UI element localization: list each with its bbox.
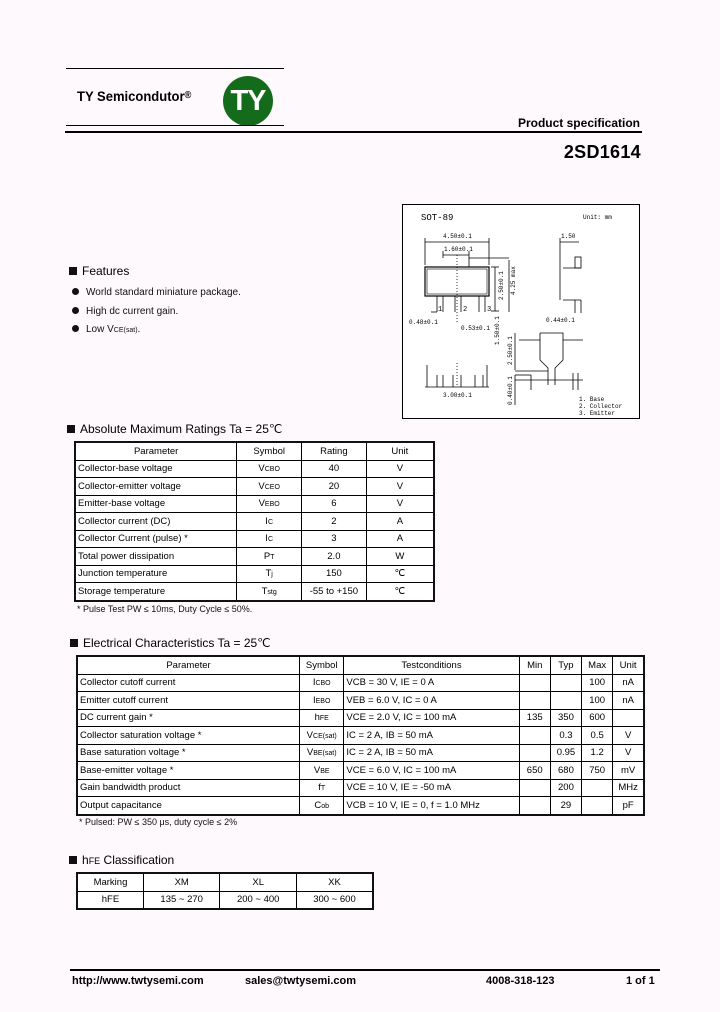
doc-type: Product specification [517, 116, 640, 130]
header-main-rule [65, 131, 642, 133]
table-row [77, 797, 644, 815]
param-cell: Collector cutoff current [77, 674, 300, 692]
svg-text:0.53±0.1: 0.53±0.1 [461, 325, 490, 332]
svg-text:0.44±0.1: 0.44±0.1 [546, 317, 575, 324]
rating-cell: 6 [302, 495, 367, 513]
max-cell: 1.2 [582, 744, 613, 762]
param-cell: Collector Current (pulse) * [75, 530, 237, 548]
footer-website[interactable]: http://www.twtysemi.com [72, 975, 204, 987]
min-cell [519, 779, 550, 797]
table-row [75, 513, 434, 531]
table-row [77, 779, 644, 797]
feature-text: Low V [86, 324, 114, 335]
abs-max-heading [67, 422, 282, 436]
unit-cell: V [366, 495, 434, 513]
table-row [77, 709, 644, 727]
max-cell: 600 [582, 709, 613, 727]
col-header: Min [519, 656, 550, 674]
max-cell [582, 779, 613, 797]
svg-text:1. Base: 1. Base [579, 396, 605, 403]
bullet-icon [72, 307, 79, 314]
unit-cell [613, 709, 644, 727]
unit-cell: pF [613, 797, 644, 815]
elec-note: * Pulsed: PW ≤ 350 μs, duty cycle ≤ 2% [79, 817, 238, 827]
package-outline-diagram [403, 205, 639, 418]
hfe-range-cell: 135 ~ 270 [143, 891, 220, 909]
min-cell [519, 692, 550, 710]
section-bullet-icon [67, 425, 75, 433]
svg-text:1: 1 [438, 306, 443, 314]
typ-cell: 350 [550, 709, 581, 727]
symbol-cell: Cob [300, 797, 344, 815]
elec-heading [70, 636, 271, 650]
row-label: hFE [77, 891, 143, 909]
typ-cell: 200 [550, 779, 581, 797]
max-cell: 100 [582, 674, 613, 692]
elec-title: Electrical Characteristics Ta = 25℃ [83, 636, 271, 650]
footer-rule [70, 969, 660, 971]
table-header-row [77, 873, 373, 891]
hfe-table [76, 872, 374, 910]
max-cell [582, 797, 613, 815]
unit-cell: mV [613, 762, 644, 780]
symbol-cell: VBE(sat) [300, 744, 344, 762]
svg-text:4.50±0.1: 4.50±0.1 [443, 233, 472, 240]
typ-cell: 0.3 [550, 727, 581, 745]
bullet-icon [72, 288, 79, 295]
min-cell [519, 797, 550, 815]
footer-page-number: 1 of 1 [626, 975, 655, 987]
feature-item [72, 321, 241, 340]
table-row [75, 460, 434, 478]
svg-text:3.00±0.1: 3.00±0.1 [443, 392, 472, 399]
svg-text:1.50±0.1: 1.50±0.1 [494, 316, 501, 345]
typ-cell: 29 [550, 797, 581, 815]
unit-cell: V [613, 727, 644, 745]
col-header: Symbol [237, 442, 302, 460]
condition-cell: VEB = 6.0 V, IC = 0 A [344, 692, 519, 710]
min-cell [519, 727, 550, 745]
symbol-cell: IEBO [300, 692, 344, 710]
typ-cell [550, 674, 581, 692]
section-bullet-icon [69, 267, 77, 275]
svg-text:0.40±0.1: 0.40±0.1 [507, 376, 514, 405]
table-row [77, 674, 644, 692]
unit-cell: A [366, 530, 434, 548]
max-cell: 0.5 [582, 727, 613, 745]
param-cell: Junction temperature [75, 565, 237, 583]
col-header: Unit [613, 656, 644, 674]
table-row [77, 692, 644, 710]
abs-max-title: Absolute Maximum Ratings Ta = 25℃ [80, 422, 283, 436]
col-header: Typ [550, 656, 581, 674]
unit-cell: V [613, 744, 644, 762]
param-cell: DC current gain * [77, 709, 300, 727]
svg-text:2. Collector: 2. Collector [579, 403, 623, 410]
bullet-icon [72, 325, 79, 332]
elec-char-table [76, 655, 645, 816]
symbol-cell: Tstg [237, 583, 302, 601]
company-name-text: TY Semicondutor [77, 88, 185, 104]
col-header: XK [296, 873, 373, 891]
param-cell: Base-emitter voltage * [77, 762, 300, 780]
section-bullet-icon [70, 639, 78, 647]
features-heading [69, 264, 129, 278]
symbol-cell: VEBO [237, 495, 302, 513]
col-header: XM [143, 873, 220, 891]
rating-cell: 150 [302, 565, 367, 583]
symbol-cell: VCBO [237, 460, 302, 478]
company-logo: TY [223, 76, 273, 126]
unit-cell: nA [613, 674, 644, 692]
feature-subscript: CE(sat) [113, 327, 138, 334]
table-row [75, 530, 434, 548]
col-header: Max [582, 656, 613, 674]
rating-cell: 2.0 [302, 548, 367, 566]
symbol-cell: VBE [300, 762, 344, 780]
max-cell: 100 [582, 692, 613, 710]
typ-cell [550, 692, 581, 710]
feature-text: High dc current gain. [86, 305, 179, 317]
symbol-cell: VCE(sat) [300, 727, 344, 745]
unit-cell: W [366, 548, 434, 566]
registered-mark: ® [184, 90, 192, 101]
symbol-cell: fT [300, 779, 344, 797]
rating-cell: 2 [302, 513, 367, 531]
condition-cell: VCE = 10 V, IE = -50 mA [344, 779, 519, 797]
max-cell: 750 [582, 762, 613, 780]
condition-cell: VCE = 6.0 V, IC = 100 mA [344, 762, 519, 780]
col-header: Marking [77, 873, 143, 891]
svg-text:3: 3 [487, 306, 492, 314]
col-header: Symbol [300, 656, 344, 674]
hfe-heading: hFE Classification [69, 853, 174, 867]
param-cell: Output capacitance [77, 797, 300, 815]
symbol-cell: VCEO [237, 478, 302, 496]
param-cell: Collector current (DC) [75, 513, 237, 531]
table-row [75, 548, 434, 566]
symbol-cell: ICBO [300, 674, 344, 692]
condition-cell: VCE = 2.0 V, IC = 100 mA [344, 709, 519, 727]
rating-cell: -55 to +150 [302, 583, 367, 601]
col-header: Parameter [77, 656, 300, 674]
package-drawing [402, 204, 640, 419]
table-row [75, 495, 434, 513]
company-name [77, 88, 191, 104]
svg-text:1.60±0.1: 1.60±0.1 [444, 246, 473, 253]
unit-cell: ℃ [366, 583, 434, 601]
param-cell: Storage temperature [75, 583, 237, 601]
table-row [75, 583, 434, 601]
section-bullet-icon [69, 856, 77, 864]
part-number: 2SD1614 [563, 142, 641, 162]
feature-text: World standard miniature package. [86, 287, 241, 298]
features-title: Features [82, 264, 130, 278]
unit-cell: nA [613, 692, 644, 710]
table-header-row [77, 656, 644, 674]
symbol-cell: IC [237, 530, 302, 548]
param-cell: Collector saturation voltage * [77, 727, 300, 745]
hfe-range-cell: 200 ~ 400 [220, 891, 297, 909]
condition-cell: VCB = 10 V, IE = 0, f = 1.0 MHz [344, 797, 519, 815]
param-cell: Base saturation voltage * [77, 744, 300, 762]
min-cell: 650 [519, 762, 550, 780]
table-row [77, 744, 644, 762]
hfe-range-cell: 300 ~ 600 [296, 891, 373, 909]
header-top-rule [66, 68, 284, 69]
condition-cell: VCB = 30 V, IE = 0 A [344, 674, 519, 692]
feature-item [72, 303, 241, 322]
condition-cell: IC = 2 A, IB = 50 mA [344, 727, 519, 745]
svg-text:3. Emitter: 3. Emitter [579, 410, 616, 417]
table-row [75, 478, 434, 496]
svg-text:SOT-89: SOT-89 [421, 213, 454, 223]
svg-text:4.25 max: 4.25 max [510, 266, 517, 295]
feature-item [72, 284, 241, 303]
typ-cell: 680 [550, 762, 581, 780]
table-row [77, 891, 373, 909]
col-header: XL [220, 873, 297, 891]
col-header: Parameter [75, 442, 237, 460]
svg-text:1.50: 1.50 [561, 233, 576, 240]
table-row [75, 565, 434, 583]
condition-cell: IC = 2 A, IB = 50 mA [344, 744, 519, 762]
unit-cell: ℃ [366, 565, 434, 583]
rating-cell: 40 [302, 460, 367, 478]
col-header: Testconditions [344, 656, 519, 674]
svg-text:2.50±0.1: 2.50±0.1 [498, 271, 505, 300]
svg-text:Unit: mm: Unit: mm [583, 214, 612, 221]
col-header: Unit [366, 442, 434, 460]
header-logo-rule [66, 125, 284, 126]
unit-cell: MHz [613, 779, 644, 797]
symbol-cell: IC [237, 513, 302, 531]
symbol-cell: hFE [300, 709, 344, 727]
table-header-row [75, 442, 434, 460]
feature-suffix: . [137, 324, 141, 335]
svg-text:2.50±0.1: 2.50±0.1 [507, 336, 514, 365]
min-cell [519, 674, 550, 692]
param-cell: Emitter cutoff current [77, 692, 300, 710]
unit-cell: V [366, 478, 434, 496]
footer-phone: 4008-318-123 [486, 975, 555, 987]
param-cell: Gain bandwidth product [77, 779, 300, 797]
param-cell: Total power dissipation [75, 548, 237, 566]
min-cell: 135 [519, 709, 550, 727]
typ-cell: 0.95 [550, 744, 581, 762]
param-cell: Emitter-base voltage [75, 495, 237, 513]
unit-cell: A [366, 513, 434, 531]
abs-max-table [74, 441, 435, 602]
unit-cell: V [366, 460, 434, 478]
table-row [77, 762, 644, 780]
abs-max-note: * Pulse Test PW ≤ 10ms, Duty Cycle ≤ 50%. [77, 604, 253, 614]
symbol-cell: PT [237, 548, 302, 566]
svg-text:2: 2 [463, 306, 468, 314]
symbol-cell: Tj [237, 565, 302, 583]
rating-cell: 20 [302, 478, 367, 496]
col-header: Rating [302, 442, 367, 460]
min-cell [519, 744, 550, 762]
footer-email[interactable]: sales@twtysemi.com [245, 975, 356, 987]
param-cell: Collector-base voltage [75, 460, 237, 478]
svg-text:0.48±0.1: 0.48±0.1 [409, 319, 438, 326]
param-cell: Collector-emitter voltage [75, 478, 237, 496]
table-row [77, 727, 644, 745]
features-list [72, 284, 241, 340]
rating-cell: 3 [302, 530, 367, 548]
